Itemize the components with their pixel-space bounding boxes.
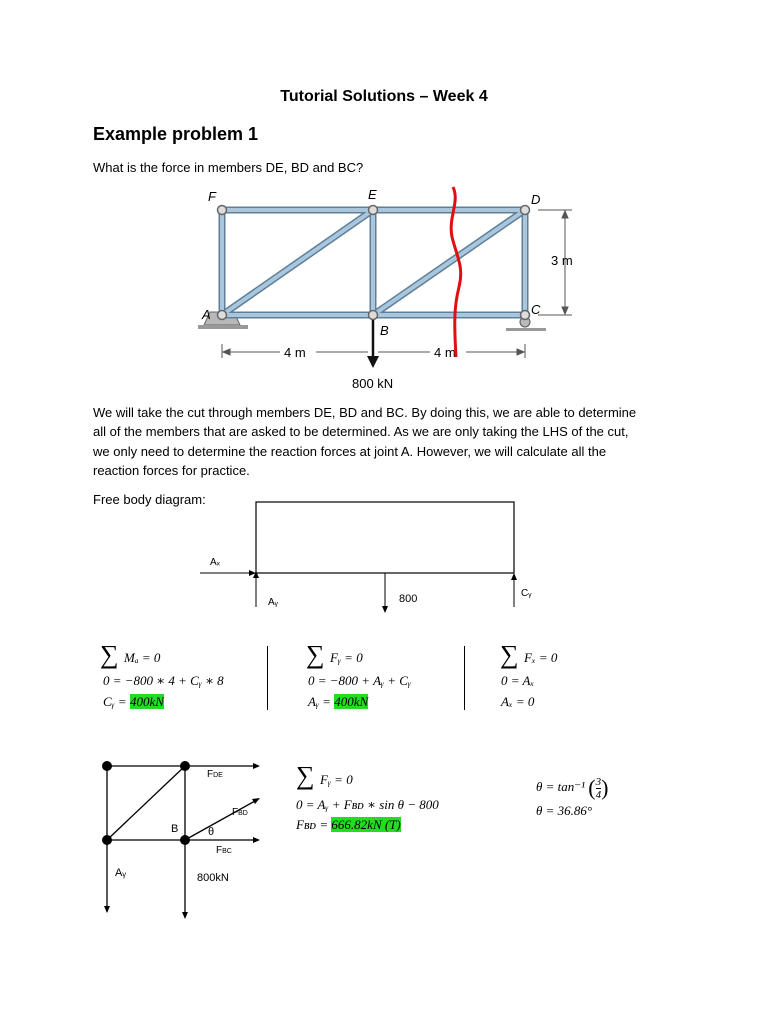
section-sum: Fᵧ = 0 [320, 772, 353, 787]
cy-result: 400kN [129, 694, 164, 709]
sigma-vertical: ∑ [306, 640, 325, 669]
section-joint-f [102, 761, 112, 771]
span-left-label: 4 m [284, 345, 306, 360]
joint-label-e: E [368, 187, 377, 202]
moment-line2-lhs: Cᵧ = [103, 694, 130, 709]
horizontal-line1: 0 = Aₓ [501, 673, 535, 688]
fbd-result: 666.82kN (T) [331, 817, 401, 832]
moment-sum: Mₐ = 0 [124, 650, 161, 665]
fbd-arrowhead [252, 798, 260, 804]
ay-label: Aᵧ [268, 597, 278, 608]
joint-label-b: B [380, 323, 389, 338]
section-load-label: 800kN [197, 872, 229, 884]
ax-label: Aₓ [210, 557, 220, 568]
section-line1: 0 = Aᵧ + Fʙᴅ ∗ sin θ − 800 [296, 797, 439, 812]
equation-divider-1 [267, 646, 268, 710]
ay-arrowhead [104, 906, 110, 913]
horizontal-line2: Aₓ = 0 [501, 694, 535, 709]
truss-members-fill [222, 210, 525, 315]
section-ay-label: Aᵧ [115, 867, 126, 879]
explanation-line-4: reaction forces for practice. [93, 463, 250, 478]
section-line2 [296, 817, 401, 833]
ground-a [198, 325, 248, 329]
span-right-label: 4 m [434, 345, 456, 360]
moment-line1: 0 = −800 ∗ 4 + Cᵧ ∗ 8 [103, 673, 224, 688]
free-body-diagram [190, 495, 550, 620]
fraction-denominator: 4 [595, 788, 602, 801]
fraction-numerator: 3 [595, 775, 602, 788]
truss-figure [190, 182, 590, 397]
vertical-line1: 0 = −800 + Aᵧ + Cᵧ [308, 673, 411, 688]
b-label: B [171, 823, 179, 835]
section-joint-a [102, 835, 112, 845]
load-label: 800 kN [352, 376, 394, 391]
vertical-line2-lhs: Aᵧ = [308, 694, 335, 709]
section-line2-lhs: Fʙᴅ = [296, 817, 332, 832]
theta-equation: θ = tan⁻¹ ( $\frac{3}{4}$ ) [536, 775, 609, 801]
fde-arrowhead [253, 763, 260, 769]
load-arrowhead [367, 356, 379, 368]
joint-label-c: C [531, 302, 541, 317]
height-label: 3 m [551, 253, 573, 268]
cy-label: Cᵧ [521, 588, 532, 599]
ay-result: 400kN [334, 694, 369, 709]
fbd-label: Free body diagram: [93, 492, 206, 507]
section-diagram [95, 755, 285, 920]
joint-label-f: F [208, 189, 216, 204]
vertical-sum: Fᵧ = 0 [330, 650, 363, 665]
vertical-line2 [308, 694, 368, 710]
section-joint-b [180, 835, 190, 845]
explanation-line-2: all of the members that are asked to be determined. As we are only taking the LHS of the cut, [93, 424, 629, 439]
theta-tan-inverse: θ = tan⁻¹ [536, 778, 586, 794]
fbc-label: FBC [216, 845, 232, 856]
joint-label-d: D [531, 192, 541, 207]
theta-value: θ = 36.86° [536, 803, 593, 818]
horizontal-sum: Fₓ = 0 [524, 650, 558, 665]
explanation-line-1: We will take the cut through members DE, BD and BC. By doing this, we are able to determine [93, 405, 637, 420]
fbd-truss-box [256, 502, 514, 573]
section-joint-e [180, 761, 190, 771]
load-arrowhead-section [182, 912, 188, 919]
sigma-horizontal: ∑ [500, 640, 519, 669]
question-text: What is the force in members DE, BD and BC? [93, 160, 364, 175]
load-800-label: 800 [399, 593, 418, 605]
document-title: Tutorial Solutions – Week 4 [280, 88, 488, 105]
explanation-line-3: we only need to determine the reaction forces at joint A. However, we will calculate all the [93, 444, 607, 459]
moment-line2 [103, 694, 164, 710]
sigma-section: ∑ [296, 761, 315, 790]
joint-label-a: A [202, 307, 211, 322]
fbd-force-label: FBD [232, 807, 248, 818]
ground-c [506, 328, 546, 331]
sigma-moment: ∑ [100, 640, 119, 669]
fde-label: FDE [207, 769, 223, 780]
theta-label: θ [208, 826, 215, 838]
equation-divider-2 [464, 646, 465, 710]
fbc-arrowhead [253, 837, 260, 843]
problem-heading: Example problem 1 [93, 124, 259, 144]
